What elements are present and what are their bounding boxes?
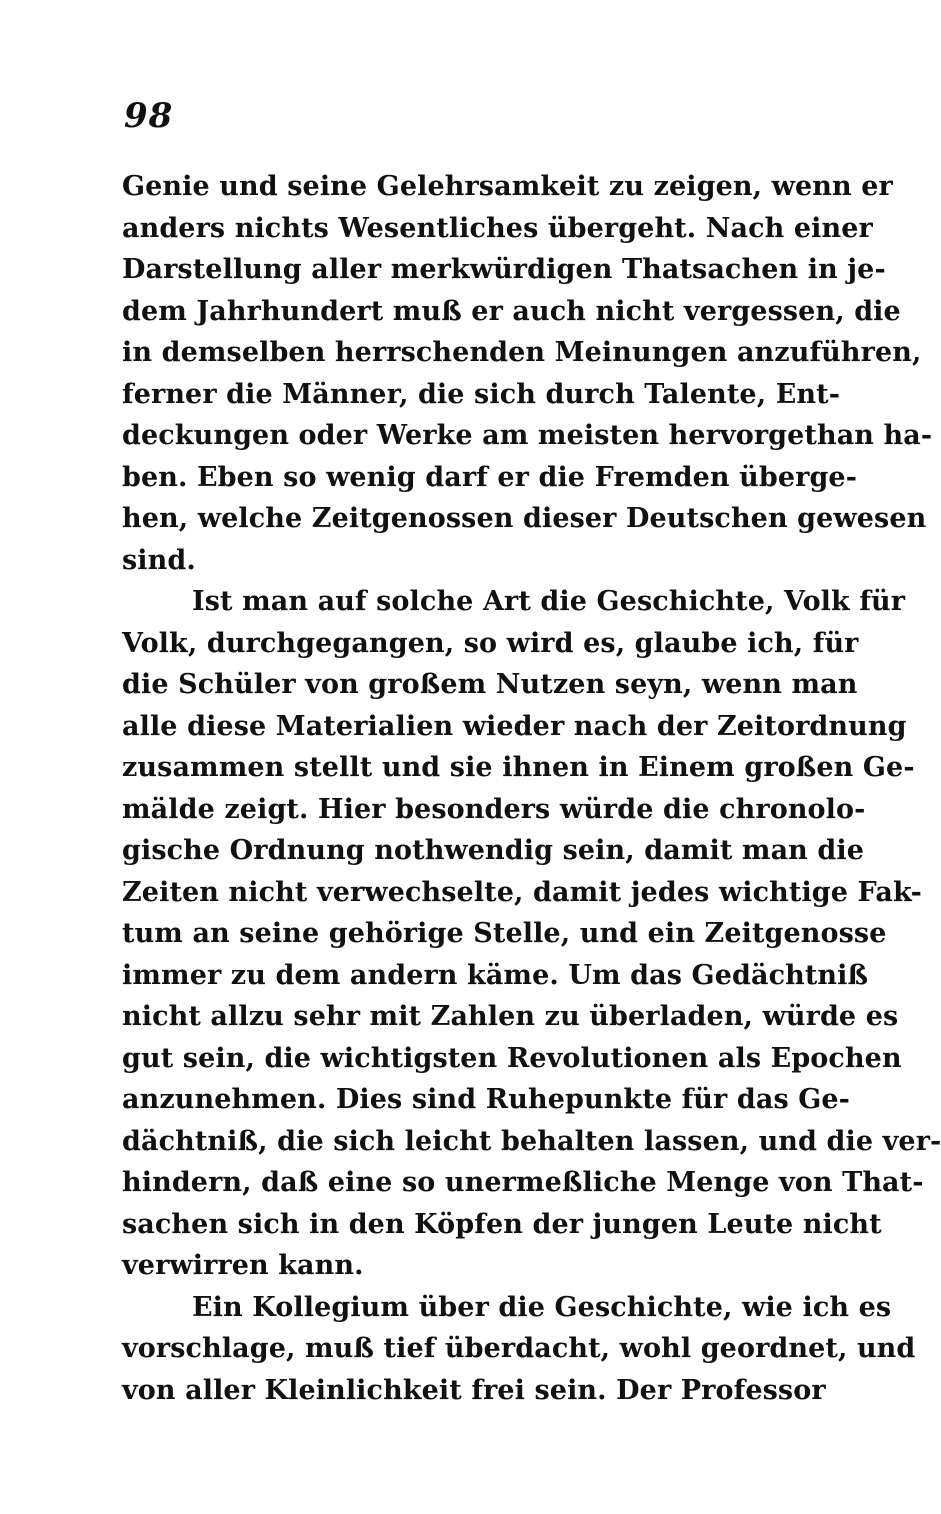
text-line: Darstellung aller merkwürdigen Thatsachen in je-	[122, 254, 886, 285]
text-line: sind.	[122, 544, 196, 576]
text-line: hindern, daß eine so unermeßliche Menge von That-	[122, 1167, 924, 1198]
text-line: gut sein, die wichtigsten Revolutionen als Epochen	[122, 1042, 902, 1074]
text-line: dem Jahrhundert muß er auch nicht vergessen, die	[122, 295, 901, 327]
text-line: deckungen oder Werke am meisten hervorgethan ha-	[122, 420, 933, 451]
text-line: tum an seine gehörige Stelle, und ein Zeitgenosse	[122, 918, 887, 949]
text-line: ferner die Männer, die sich durch Talente, Ent-	[122, 378, 840, 410]
text-line: anders nichts Wesentliches übergeht. Nach einer	[122, 212, 873, 244]
text-line: alle diese Materialien wieder nach der Zeitordnung	[122, 710, 907, 742]
text-line: ben. Eben so wenig darf er die Fremden überge-	[122, 461, 858, 493]
text-line: hen, welche Zeitgenossen dieser Deutschen gewesen	[122, 503, 927, 534]
page-number: 98	[124, 96, 174, 136]
text-line: von aller Kleinlichkeit frei sein. Der Professor	[122, 1374, 826, 1406]
body-text	[122, 166, 941, 1411]
paragraph-start-line: Ein Kollegium über die Geschichte, wie ich es	[192, 1291, 892, 1323]
text-line: Genie und seine Gelehrsamkeit zu zeigen, wenn er	[122, 171, 893, 202]
text-line: Zeiten nicht verwechselte, damit jedes wichtige Fak-	[122, 876, 922, 908]
text-line: vorschlage, muß tief überdacht, wohl geordnet, und	[122, 1333, 916, 1364]
text-line: zusammen stellt und sie ihnen in Einem großen Ge-	[122, 752, 915, 783]
text-line: nicht allzu sehr mit Zahlen zu überladen, würde es	[122, 1001, 899, 1032]
text-line: Volk, durchgegangen, so wird es, glaube ich, für	[122, 627, 859, 659]
text-line: verwirren kann.	[122, 1250, 364, 1281]
text-line: immer zu dem andern käme. Um das Gedächtniß	[122, 959, 869, 991]
paragraph-start-line: Ist man auf solche Art die Geschichte, Volk für	[192, 586, 906, 617]
text-line: dächtniß, die sich leicht behalten lassen, und die ver-	[122, 1125, 941, 1157]
text-line: die Schüler von großem Nutzen seyn, wenn man	[122, 669, 858, 700]
text-line: anzunehmen. Dies sind Ruhepunkte für das Ge-	[122, 1084, 850, 1115]
text-line: mälde zeigt. Hier besonders würde die chronolo-	[122, 793, 866, 825]
text-line: sachen sich in den Köpfen der jungen Leute nicht	[122, 1208, 882, 1240]
text-line: in demselben herrschenden Meinungen anzuführen,	[122, 337, 922, 368]
text-line: gische Ordnung nothwendig sein, damit man die	[122, 835, 865, 866]
